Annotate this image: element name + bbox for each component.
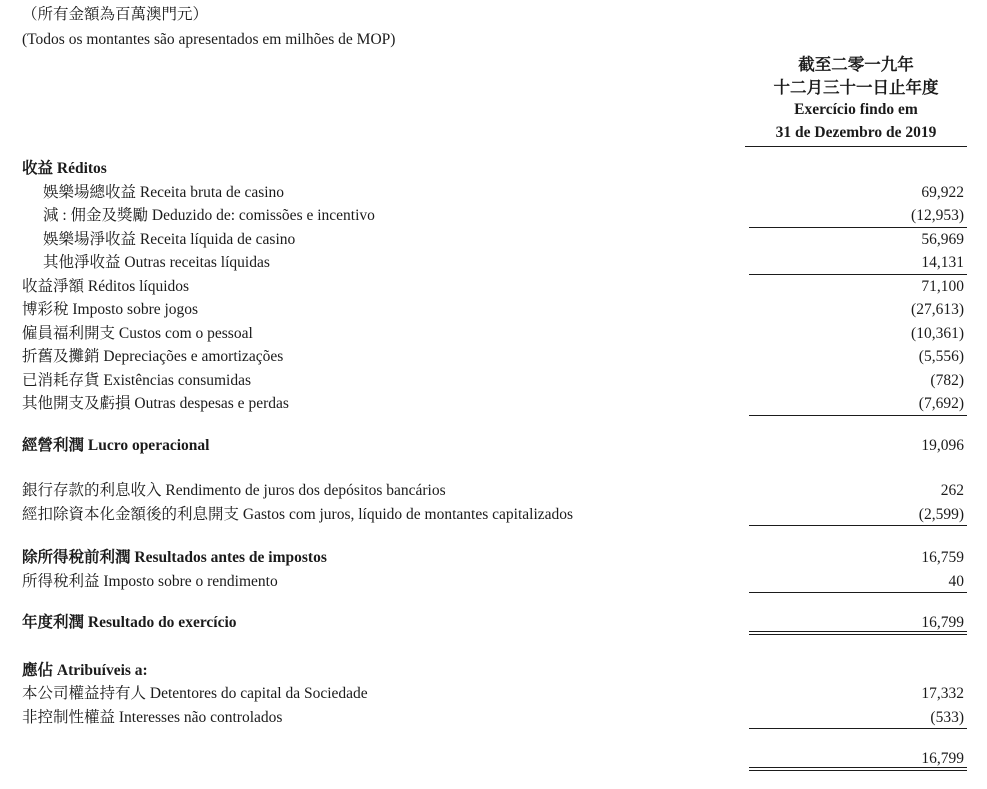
row-label: 經扣除資本化金額後的利息開支 Gastos com juros, líquido de montantes capitalizados [22, 505, 574, 523]
statement-row [22, 434, 967, 458]
currency-note-zh: （所有金額為百萬澳門元） [22, 6, 209, 23]
row-label: 其他淨收益 Outras receitas líquidas [43, 254, 270, 271]
statement-row [22, 570, 967, 594]
row-label: 收益淨額 Réditos líquidos [22, 277, 190, 295]
statement-row [22, 682, 967, 706]
statement-row [22, 369, 967, 393]
row-value: 69,922 [921, 183, 964, 201]
row-label: 本公司權益持有人 Detentores do capital da Sociedade [22, 685, 368, 702]
row-label: 減 : 佣金及獎勵 Deduzido de: comissões e incentivo [43, 207, 375, 224]
row-value: (27,613) [911, 301, 964, 318]
row-value: 71,100 [921, 277, 964, 295]
statement-row [22, 298, 967, 322]
period-header-line-pt-2: 31 de Dezembro de 2019 [775, 123, 937, 141]
row-label: 年度利潤 Resultado do exercício [22, 614, 237, 631]
row-value: 56,969 [921, 230, 964, 248]
row-label: 收益 Réditos [22, 160, 107, 177]
row-label: 除所得稅前利潤 Resultados antes de impostos [22, 549, 327, 566]
row-label: 博彩稅 Imposto sobre jogos [22, 301, 199, 318]
currency-notes [22, 2, 395, 52]
period-header-line-zh-2: 十二月三十一日止年度 [773, 77, 939, 97]
row-label: 應佔 Atribuíveis a: [22, 661, 148, 679]
row-value: (5,556) [918, 348, 964, 365]
statement-row [22, 392, 967, 416]
statement-row [22, 747, 967, 771]
row-value: 16,799 [749, 611, 967, 635]
period-column-header [745, 54, 967, 147]
row-value: (10,361) [911, 324, 964, 342]
row-value: 16,759 [921, 549, 964, 566]
statement-row [22, 546, 967, 570]
row-label: 已消耗存貨 Existências consumidas [22, 371, 252, 389]
row-label: 僱員福利開支 Custos com o pessoal [22, 324, 253, 342]
row-value: (2,599) [749, 503, 967, 527]
row-label: 經營利潤 Lucro operacional [22, 436, 210, 454]
row-value: (782) [930, 371, 964, 389]
row-label: 銀行存款的利息收入 Rendimento de juros dos depósitos bancários [22, 482, 446, 499]
currency-note-pt: (Todos os montantes são apresentados em milhões de MOP) [22, 31, 396, 48]
statement-row [22, 611, 967, 635]
row-label: 其他開支及虧損 Outras despesas e perdas [22, 395, 289, 412]
row-value: 14,131 [749, 251, 967, 275]
statement-row [22, 275, 967, 299]
statement-row [22, 706, 967, 730]
statement-row [22, 659, 967, 683]
period-header-line-pt-1: Exercício findo em [794, 101, 918, 118]
row-value [749, 659, 967, 683]
row-value: 262 [940, 482, 964, 499]
statement-row [22, 181, 967, 205]
statement-row [22, 157, 967, 181]
row-value: 19,096 [921, 436, 964, 454]
row-label: 娛樂場總收益 Receita bruta de casino [43, 183, 285, 201]
row-label: 娛樂場淨收益 Receita líquida de casino [43, 230, 296, 248]
row-value [749, 157, 967, 181]
statement-rows [22, 157, 967, 771]
statement-row [22, 251, 967, 275]
statement-row [22, 479, 967, 503]
row-label: 所得稅利益 Imposto sobre o rendimento [22, 572, 278, 590]
row-value: (12,953) [749, 204, 967, 228]
row-value: (533) [749, 706, 967, 730]
statement-row [22, 345, 967, 369]
row-label: 折舊及攤銷 Depreciações e amortizações [22, 348, 284, 365]
row-value: (7,692) [749, 392, 967, 416]
period-header-line-zh-1: 截至二零一九年 [798, 55, 914, 74]
row-value: 40 [749, 570, 967, 594]
row-value: 17,332 [921, 685, 964, 702]
statement-row [22, 204, 967, 228]
statement-row [22, 503, 967, 527]
row-value: 16,799 [749, 747, 967, 771]
row-label [22, 747, 749, 771]
statement-row [22, 228, 967, 252]
row-label: 非控制性權益 Interesses não controlados [22, 708, 283, 726]
statement-row [22, 322, 967, 346]
